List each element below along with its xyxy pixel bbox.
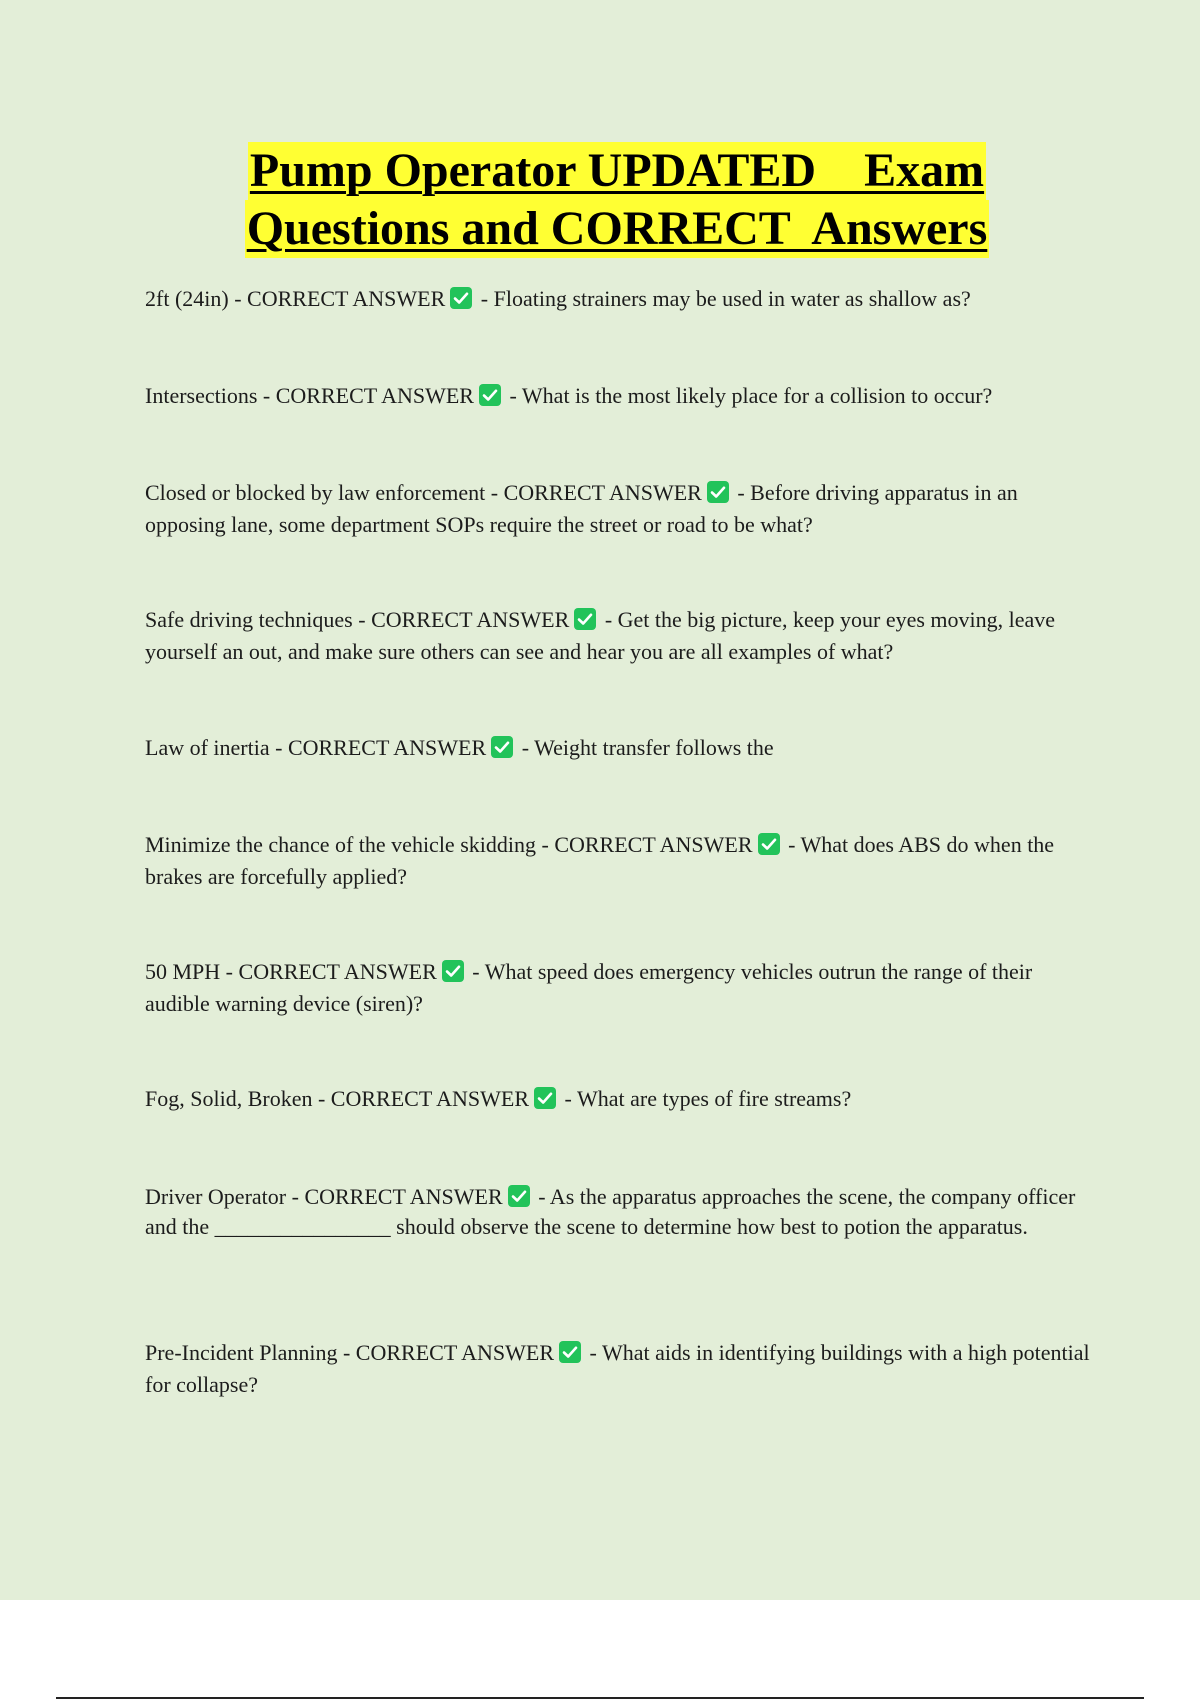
green-check-box-icon — [758, 833, 780, 855]
answer-text: 2ft (24in) - — [145, 286, 248, 311]
answer-text: Closed or blocked by law enforcement - — [145, 480, 504, 505]
qa-item — [145, 956, 1095, 1020]
correct-answer-label: CORRECT ANSWER — [503, 480, 702, 505]
answer-text: 50 MPH - — [145, 959, 239, 984]
question-text: - What is the most likely place for a collision to occur? — [503, 383, 993, 408]
correct-answer-label: CORRECT ANSWER — [554, 832, 753, 857]
question-text: - What are types of fire streams? — [559, 1086, 852, 1111]
correct-answer-label: CORRECT ANSWER — [275, 383, 474, 408]
qa-item — [145, 604, 1095, 668]
green-check-box-icon — [559, 1341, 581, 1363]
document-title — [0, 142, 1200, 258]
answer-text: Driver Operator - — [145, 1184, 305, 1209]
green-check-box-icon — [574, 608, 596, 630]
answer-text: Fog, Solid, Broken - — [145, 1086, 331, 1111]
qa-item — [145, 380, 1095, 412]
question-text: - Get the big picture, keep your eyes moving, leave yourself an out, and make sure others can see and hear you are all examples of what? — [145, 607, 1056, 664]
correct-answer-label: CORRECT ANSWER — [247, 286, 446, 311]
qa-item — [145, 1182, 1095, 1242]
green-check-box-icon — [442, 960, 464, 982]
answer-text: Intersections - — [145, 383, 276, 408]
question-text: - What aids in identifying buildings with a high potential for collapse? — [145, 1340, 1090, 1397]
footer-divider — [56, 1697, 1144, 1699]
question-text: - Before driving apparatus in an opposing lane, some department SOPs require the street or road to be what? — [145, 480, 1018, 537]
question-text: - What does ABS do when the brakes are forcefully applied? — [145, 832, 1055, 889]
green-check-box-icon — [479, 384, 501, 406]
correct-answer-label: CORRECT ANSWER — [238, 959, 437, 984]
qa-item — [145, 732, 1095, 764]
answer-text: Minimize the chance of the vehicle skidding - — [145, 832, 555, 857]
correct-answer-label: CORRECT ANSWER — [371, 607, 570, 632]
answer-text: Law of inertia - — [145, 735, 288, 760]
title-line-2: Questions and CORRECT Answers — [245, 200, 990, 258]
green-check-box-icon — [707, 481, 729, 503]
question-text: - Floating strainers may be used in water as shallow as? — [475, 286, 971, 311]
answer-text: Pre-Incident Planning - — [145, 1340, 356, 1365]
green-check-box-icon — [450, 287, 472, 309]
question-text: - Weight transfer follows the — [516, 735, 774, 760]
qa-item — [145, 1083, 1095, 1115]
correct-answer-label: CORRECT ANSWER — [287, 735, 487, 760]
question-text: - As the apparatus approaches the scene, the company officer and the ________________ should observe the scene to determine how best to potion the apparatus. — [145, 1184, 1076, 1239]
title-line-1: Pump Operator UPDATED Exam — [248, 142, 986, 200]
qa-item — [145, 283, 1095, 315]
green-check-box-icon — [508, 1185, 530, 1207]
correct-answer-label: CORRECT ANSWER — [355, 1340, 555, 1365]
correct-answer-label: CORRECT ANSWER — [304, 1184, 503, 1209]
correct-answer-label: CORRECT ANSWER — [330, 1086, 530, 1111]
qa-item — [145, 829, 1095, 893]
answer-text: Safe driving techniques - — [145, 607, 372, 632]
qa-item — [145, 1337, 1095, 1401]
question-text: - What speed does emergency vehicles outrun the range of their audible warning device (siren)? — [145, 959, 1033, 1016]
green-check-box-icon — [534, 1087, 556, 1109]
green-check-box-icon — [491, 736, 513, 758]
qa-item — [145, 477, 1095, 541]
